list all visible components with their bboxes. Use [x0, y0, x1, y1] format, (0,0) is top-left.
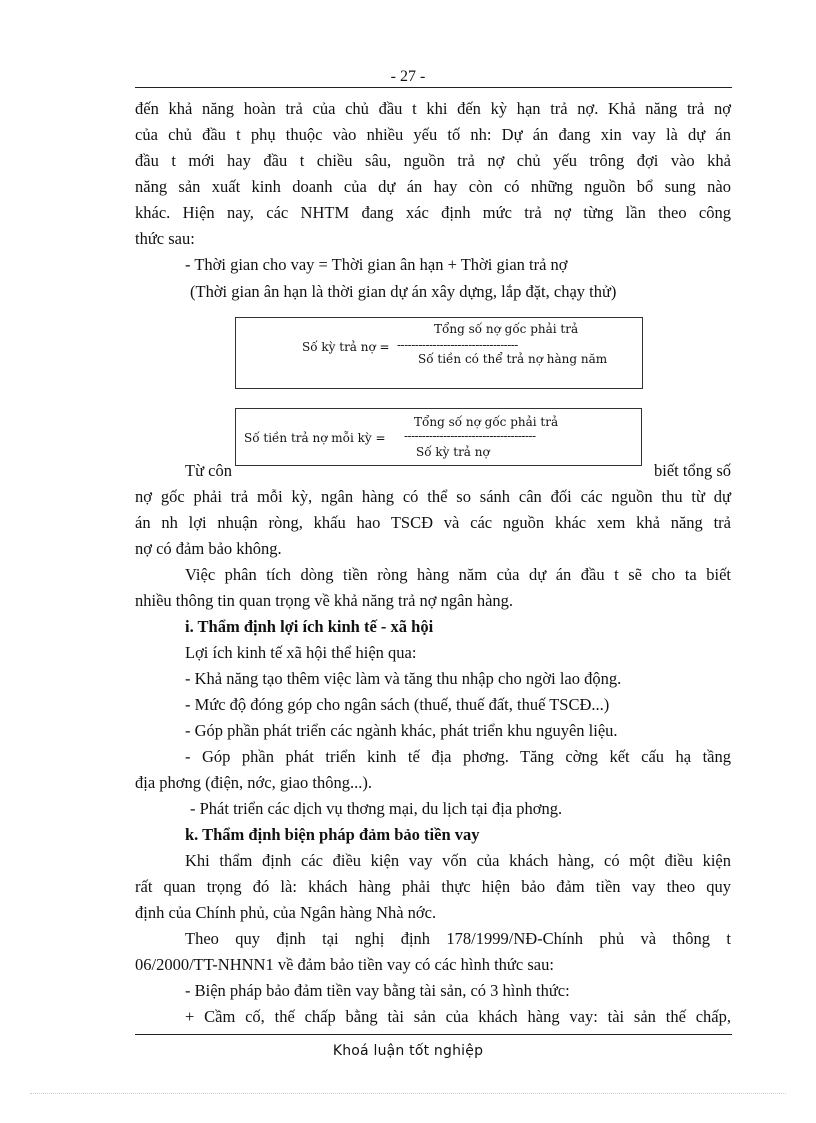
body-line: đến khả năng hoàn trả của chủ đầu t khi đến kỳ hạn trả nợ. Khả năng trả nợ [135, 99, 731, 118]
section-heading-k: k. Thẩm định biện pháp đảm bảo tiền vay [185, 825, 480, 844]
box1-label: Số kỳ trả nợ = [302, 340, 390, 354]
list-item: - Biện pháp bảo đảm tiền vay bằng tài sản, có 3 hình thức: [185, 981, 570, 1000]
body-line: Lợi ích kinh tế xã hội thể hiện qua: [185, 643, 417, 662]
body-line: nợ có đảm bảo không. [135, 539, 282, 558]
formula-note: (Thời gian ân hạn là thời gian dự án xây dựng, lắp đặt, chạy thử) [190, 282, 617, 301]
section-heading-i: i. Thẩm định lợi ích kinh tế - xã hội [185, 617, 434, 636]
body-line: của chủ đầu t phụ thuộc vào nhiều yếu tố nh: Dự án đang xin vay là dự án [135, 125, 731, 144]
page-edge-dotted-line [30, 1093, 786, 1094]
header-rule [135, 87, 732, 88]
body-line: Khi thẩm định các điều kiện vay vốn của khách hàng, có một điều kiện [185, 851, 731, 870]
box2-label: Số tiền trả nợ mỗi kỳ = [244, 431, 386, 445]
box2-numerator: Tổng số nợ gốc phải trả [414, 415, 559, 429]
footer-text: Khoá luận tốt nghiệp [332, 1043, 484, 1059]
list-item-continuation: địa phơng (điện, nớc, giao thông...). [135, 773, 372, 792]
list-item: - Mức độ đóng góp cho ngân sách (thuế, thuế đất, thuế TSCĐ...) [185, 695, 610, 714]
body-line: đầu t mới hay đầu t chiều sâu, nguồn trả nợ chủ yếu trông đợi vào khả [135, 151, 731, 170]
body-line: nhiều thông tin quan trọng về khả năng trả nợ ngân hàng. [135, 591, 514, 610]
list-item: - Khả năng tạo thêm việc làm và tăng thu nhập cho ngời lao động. [185, 669, 622, 688]
formula-line: - Thời gian cho vay = Thời gian ân hạn + Thời gian trả nợ [185, 255, 568, 274]
box1-denominator: Số tiền có thể trả nợ hàng năm [418, 352, 608, 366]
list-item: - Góp phần phát triển các ngành khác, phát triển khu nguyên liệu. [185, 721, 618, 740]
list-item: - Phát triển các dịch vụ thơng mại, du lịch tại địa phơng. [190, 799, 563, 818]
body-line-end: biết tổng số [654, 461, 731, 480]
body-line: rất quan trọng đó là: khách hàng phải thực hiện bảo đảm tiền vay theo quy [135, 877, 731, 896]
footer-rule [135, 1034, 732, 1035]
body-line: Việc phân tích dòng tiền ròng hàng năm của dự án đầu t sẽ cho ta biết [185, 565, 731, 584]
body-line: án nh lợi nhuận ròng, khấu hao TSCĐ và các nguồn khác xem khả năng trả [135, 513, 731, 532]
box1-numerator: Tổng số nợ gốc phải trả [434, 322, 579, 336]
body-line: nợ gốc phải trả mỗi kỳ, ngân hàng có thể so sánh cân đối các nguồn thu từ dự [135, 487, 731, 506]
formula-box-payment-per-period [235, 408, 642, 466]
formula-box-repayment-periods [235, 317, 643, 389]
box2-fraction-bar: ------------------------------------- [404, 429, 536, 443]
box2-denominator: Số kỳ trả nợ [416, 445, 490, 459]
body-line: năng sản xuất kinh doanh của dự án hay còn có những nguồn bổ sung nào [135, 177, 731, 196]
body-line: 06/2000/TT-NHNN1 về đảm bảo tiền vay có các hình thức sau: [135, 955, 554, 974]
body-line: Theo quy định tại nghị định 178/1999/NĐ-Chính phủ và thông t [185, 929, 731, 948]
list-item: + Cầm cố, thế chấp bằng tài sản của khách hàng vay: tài sản thế chấp, [185, 1007, 731, 1026]
body-line: thức sau: [135, 229, 195, 248]
box1-fraction-bar: ---------------------------------- [397, 338, 518, 352]
body-line: định của Chính phủ, của Ngân hàng Nhà nớc. [135, 903, 437, 922]
body-line-start: Từ côn [185, 461, 232, 480]
body-line: khác. Hiện nay, các NHTM đang xác định mức trả nợ từng lần theo công [135, 203, 731, 222]
list-item: - Góp phần phát triển kinh tế địa phơng. Tăng cờng kết cấu hạ tầng [185, 747, 731, 766]
page-number: - 27 - [390, 68, 426, 85]
